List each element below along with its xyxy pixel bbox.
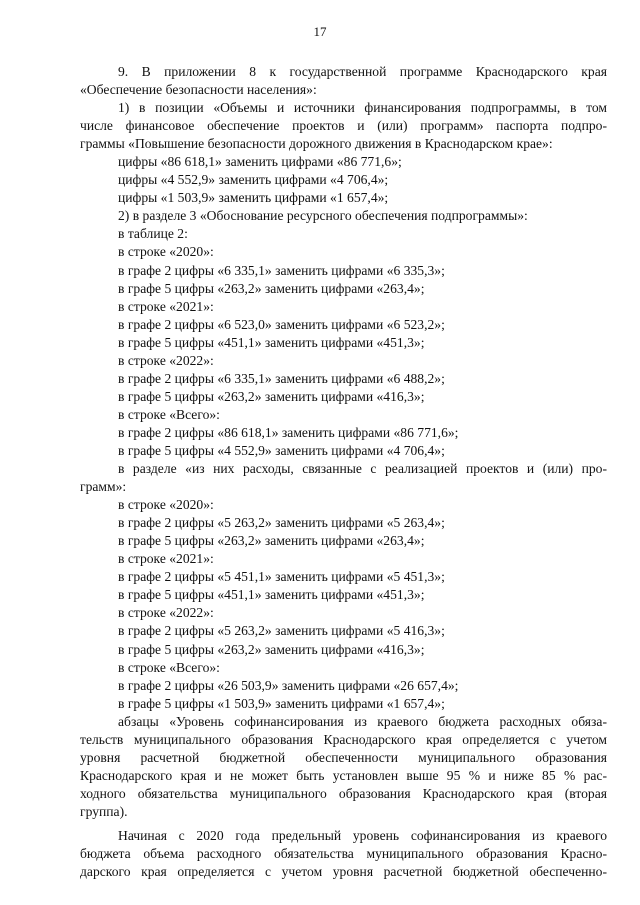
text-line: 2) в разделе 3 «Обоснование ресурсного обеспечения подпрограммы»: [118, 208, 528, 224]
text-line: цифры «86 618,1» заменить цифрами «86 771,6»; [118, 154, 402, 170]
text-line: в графе 5 цифры «1 503,9» заменить цифрами «1 657,4»; [118, 695, 445, 711]
text-line: в строке «2020»: [118, 244, 214, 260]
text-line: в графе 5 цифры «451,1» заменить цифрами «451,3»; [118, 587, 425, 603]
text-line: группа). [80, 803, 128, 819]
text-line: в строке «Всего»: [118, 406, 220, 422]
text-line: Начиная с 2020 года предельный уровень софинансирования из краевого [118, 827, 607, 843]
text-line: граммы «Повышение безопасности дорожного движения в Краснодарском крае»: [80, 136, 553, 152]
text-line: бюджета объема расходного обязательства муниципального образования Красно- [80, 846, 607, 862]
text-line: в таблице 2: [118, 226, 188, 242]
text-line: в графе 5 цифры «4 552,9» заменить цифрами «4 706,4»; [118, 442, 445, 458]
text-line: уровня расчетной бюджетной обеспеченности муниципального образования [80, 749, 607, 765]
text-line: 9. В приложении 8 к государственной программе Краснодарского края [118, 64, 607, 79]
text-line: «Обеспечение безопасности населения»: [80, 82, 317, 98]
text-line: дарского края определяется с учетом уровня расчетной бюджетной обеспеченно- [80, 864, 607, 880]
text-line: в графе 5 цифры «263,2» заменить цифрами «263,4»; [118, 533, 425, 549]
text-line: в графе 2 цифры «5 263,2» заменить цифрами «5 263,4»; [118, 515, 445, 531]
text-line: абзацы «Уровень софинансирования из краевого бюджета расходных обяза- [118, 713, 607, 729]
text-line: в графе 2 цифры «6 523,0» заменить цифрами «6 523,2»; [118, 316, 445, 332]
text-line: в графе 2 цифры «86 618,1» заменить цифрами «86 771,6»; [118, 424, 459, 440]
text-line: в графе 5 цифры «263,2» заменить цифрами «263,4»; [118, 280, 425, 296]
text-line: числе финансовое обеспечение проектов и (или) программ» паспорта подпро- [80, 118, 607, 134]
document-body [80, 63, 607, 881]
text-line: цифры «4 552,9» заменить цифрами «4 706,4»; [118, 172, 389, 188]
text-line: в строке «2020»: [118, 497, 214, 513]
text-line: в графе 2 цифры «5 263,2» заменить цифрами «5 416,3»; [118, 623, 445, 639]
text-line: в строке «2021»: [118, 298, 214, 314]
text-line: в графе 2 цифры «5 451,1» заменить цифрами «5 451,3»; [118, 569, 445, 585]
text-line: в графе 2 цифры «6 335,1» заменить цифрами «6 488,2»; [118, 370, 445, 386]
text-line: в строке «Всего»: [118, 659, 220, 675]
page-number: 17 [313, 24, 327, 39]
text-line: в графе 5 цифры «263,2» заменить цифрами «416,3»; [118, 641, 425, 657]
text-line: в графе 2 цифры «26 503,9» заменить цифрами «26 657,4»; [118, 677, 459, 693]
text-line: ходного обязательства муниципального образования Краснодарского края (вторая [80, 785, 607, 801]
text-line: в строке «2022»: [118, 605, 214, 621]
text-line: Краснодарского края и не может быть установлен выше 95 % и ниже 85 % рас- [80, 767, 607, 783]
text-line: грамм»: [80, 479, 127, 495]
text-line: в графе 2 цифры «6 335,1» заменить цифрами «6 335,3»; [118, 262, 445, 278]
text-line: в строке «2022»: [118, 352, 214, 368]
text-line: в графе 5 цифры «451,1» заменить цифрами «451,3»; [118, 334, 425, 350]
text-line: 1) в позиции «Объемы и источники финансирования подпрограммы, в том [118, 100, 607, 116]
text-line: в разделе «из них расходы, связанные с реализацией проектов и (или) про- [118, 461, 607, 477]
text-line: цифры «1 503,9» заменить цифрами «1 657,4»; [118, 190, 389, 206]
text-line: в строке «2021»: [118, 551, 214, 567]
text-line: тельств муниципального образования Краснодарского края определяется с учетом [80, 731, 607, 747]
text-line: в графе 5 цифры «263,2» заменить цифрами «416,3»; [118, 388, 425, 404]
